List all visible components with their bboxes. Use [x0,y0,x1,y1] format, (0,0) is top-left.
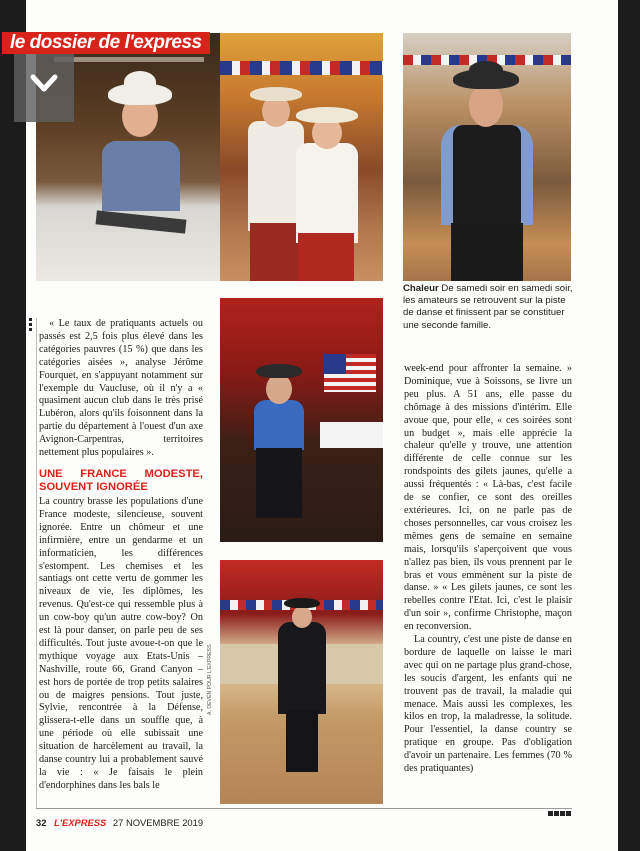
page-footer [36,817,203,828]
section-marker [29,318,32,321]
end-marker [548,803,572,821]
section-marker [29,328,32,331]
page-number: 32 [36,817,47,828]
caption-text: De samedi soir en samedi soir, les amateurs se retrouvent sur la piste de danse et finissent par se constituer une seconde famille. [403,283,573,331]
download-button[interactable] [14,54,74,122]
right-column [404,363,572,776]
body-paragraph: « Le taux de pratiquants actuels ou passés est 2,5 fois plus élevé dans les catégories pauvres (15 %) que dans les catégories aisées », analyse Jérôme Fourquet, en s'appuyant notamment sur l'exemple du Vaucluse, où il n'y a « quasiment aucun club dans le très prisé Lubéron, alors qu'ils foisonnent dans la partie du département à l'ouest d'un axe Avignon-Carpentras, territoires nettement plus populaires ». [39,318,203,459]
man-in-coat-ballroom-photo [220,560,383,804]
footer-rule [36,808,572,809]
left-column [39,318,203,793]
chevron-down-icon [30,72,58,96]
column-rule [36,318,37,808]
body-paragraph: La country brasse les populations d'une France modeste, silencieuse, souvent ignorée. Entre un chômeur et une infirmière, entre un gendarme et un informaticien, les différences s'estompent. Les chemises et les santiags ont cette vertu de gommer les niveaux de vie, les diplômes, les revenus. Qu'est-ce qui ressemble plus à un cow-boy qu'un autre cow-boy? On est là pour danser, on parle peu de ses difficultés. Tout juste avoue-t-on que le mythique voyage aux Etats-Unis – Nashville, route 66, Grand Canyon – est hors de portée de trop petits salaires ou de maigres pensions. Tout juste, Sylvie, rencontrée à la Défense, glissera-t-elle dans un souffle que, à une période où elle subissait une situation de harcèlement au travail, la danse country lui a probablement sauvé la vie : « Je faisais le plein d'endorphines dans les bals le [39,495,203,791]
body-paragraph: La country, c'est une piste de danse en bordure de laquelle on laisse le mari avec qui on ne partage plus grand-chose, les soucis d'argent, les enfants qui ne trouvent pas de travail, la maladie qui menace. Mais aussi les complexes, les kilos en trop, la maladresse, la solitude. Pour l'essentiel, la danse country se pratique en groupe. Pas d'obligation d'avoir un partenaire. Les femmes (70 % des pratiquantes) [404,634,572,775]
couple-in-hats-photo [220,33,383,281]
body-paragraph: week-end pour affronter la semaine. » Dominique, vue à Soissons, se livre un peu plus. A 51 ans, elle passe du chômage à des missions d'intérim. Elle avoue que, pour elle, « ces soirées sont un budget », mais elle apprécie la chaleur qu'elle y trouve, une attention différente de celle connue sur les rondspoints des gilets jaunes, qu'elle a aussi fréquentés : « Là-bas, c'est facile de se confier, ce sont des oreilles extérieures. Ici, on ne parle pas de choses personnelles, car vous croisez les mêmes gens de semaine en semaine mais, lorsqu'ils s'aperçoivent que vous n'allez pas bien, ils vous prennent par le bras et vous emmènent sur la piste de danse. » « Les gilets jaunes, ce sont les rebelles contre l'Etat. Ici, c'est le plaisir d'un soir », confirme Christophe, maçon en reconversion. [404,363,572,633]
photo-caption [403,283,573,332]
section-heading: UNE FRANCE MODESTE, SOUVENT IGNORÉE [39,467,203,493]
magazine-brand: L'EXPRESS [54,817,107,828]
issue-date: 27 NOVEMBRE 2019 [112,817,204,828]
man-in-vest-photo [403,33,571,281]
man-seated-flag-photo [220,298,383,542]
section-banner: le dossier de l'express [2,32,210,54]
caption-lead: Chaleur [403,283,439,294]
photo-credit: A. DEVEN POUR L'EXPRESS [207,644,213,715]
section-marker [29,323,32,326]
